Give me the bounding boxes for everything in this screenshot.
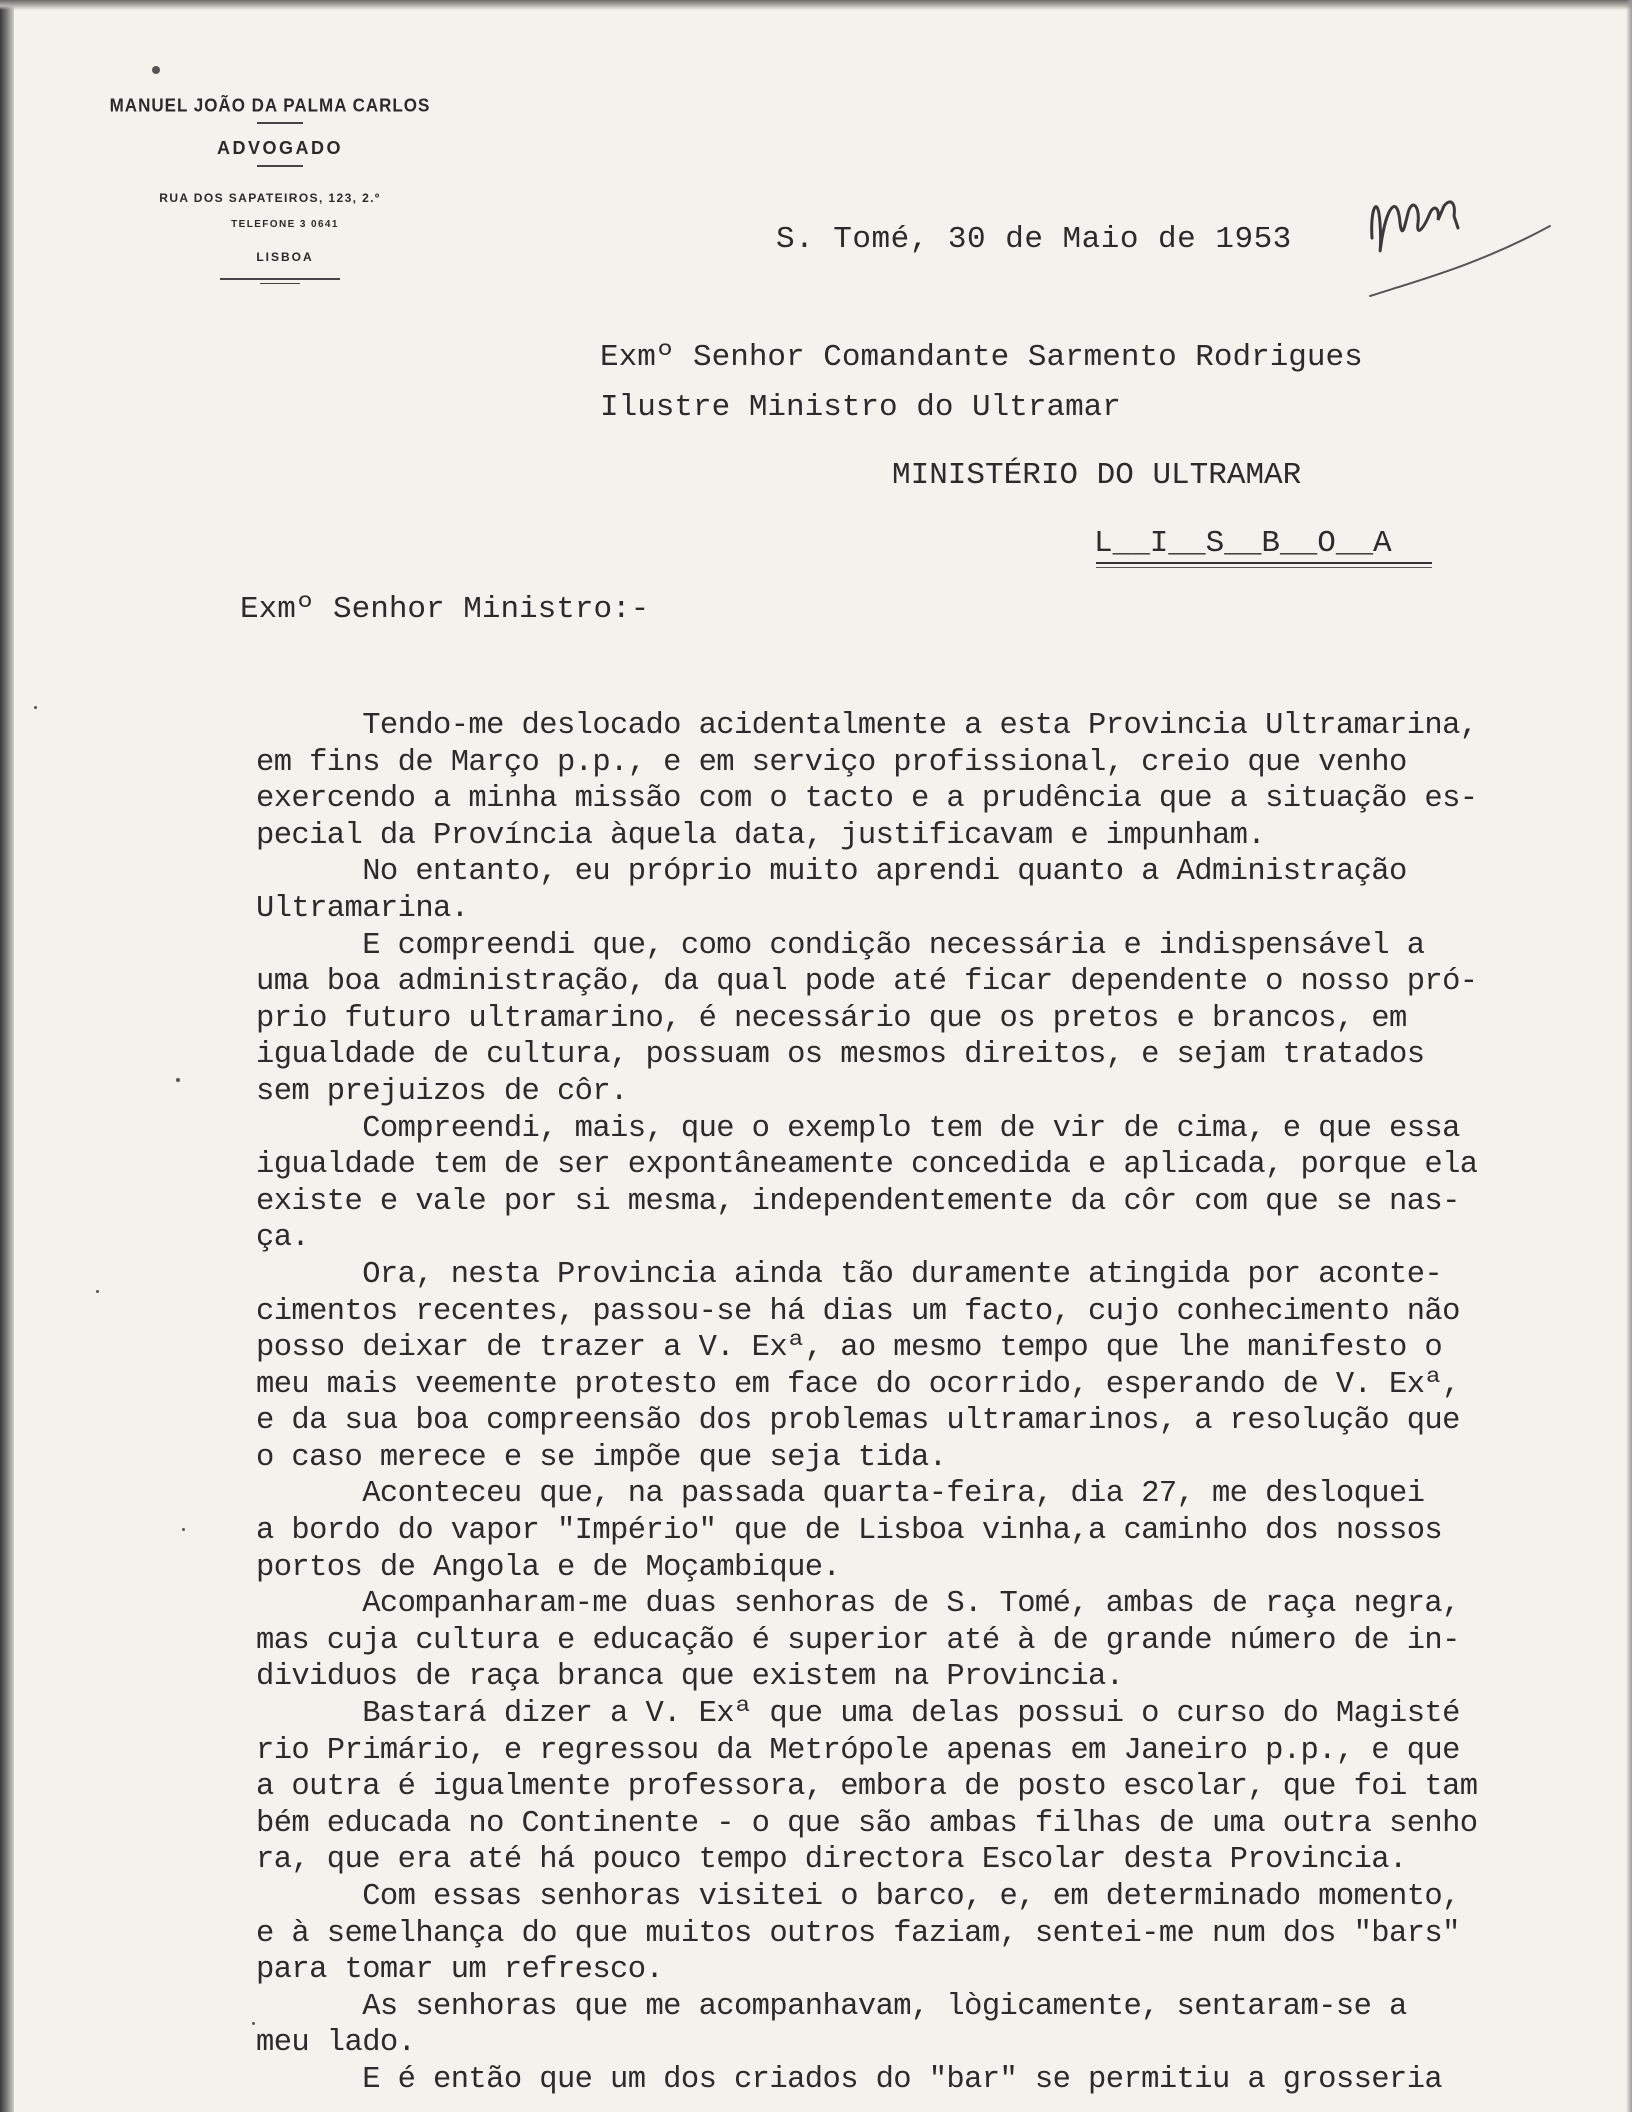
letterhead-address: RUA DOS SAPATEIROS, 123, 2.º xyxy=(159,191,381,205)
body-line: Tendo-me deslocado acidentalmente a esta Provincia Ultramarina, xyxy=(256,709,1478,743)
letterhead xyxy=(60,96,500,284)
body-line: As senhoras que me acompanhavam, lògicamente, sentaram-se a xyxy=(256,1989,1407,2024)
scan-speck xyxy=(182,1528,185,1531)
scan-speck xyxy=(176,1078,180,1082)
scan-speck xyxy=(252,2022,255,2025)
body-line: E é então que um dos criados do "bar" se permitiu a grosseria xyxy=(256,2062,1443,2097)
body-line: e à semelhança do que muitos outros faziam, sentei-me num dos "bars" xyxy=(256,1916,1460,1951)
body-line: para tomar um refresco. xyxy=(256,1953,664,1988)
body-line: dividuos de raça branca que existem na Provincia. xyxy=(256,1660,1124,1695)
body-line: portos de Angola e de Moçambique. xyxy=(256,1550,841,1585)
body-line: uma boa administração, da qual pode até ficar dependente o nosso pró- xyxy=(256,965,1478,1000)
body-line: sem prejuizos de côr. xyxy=(256,1074,628,1109)
letterhead-rule-short xyxy=(260,283,300,284)
scan-edge-right xyxy=(1626,0,1632,2112)
letterhead-rule-long xyxy=(220,278,340,280)
scan-edge-top xyxy=(0,0,1632,10)
body-line: prio futuro ultramarino, é necessário que os pretos e brancos, em xyxy=(256,1001,1407,1036)
body-line: existe e vale por si mesma, independentemente da côr com que se nas- xyxy=(256,1184,1460,1219)
body-line: exercendo a minha missão com o tacto e a prudência que a situação es- xyxy=(256,782,1478,817)
body-line: pecial da Província àquela data, justificavam e impunham. xyxy=(256,818,1266,853)
salutation: Exmº Senhor Ministro:- xyxy=(240,592,650,627)
body-line: Bastará dizer a V. Exª que uma delas possui o curso do Magisté xyxy=(256,1697,1460,1732)
addressee-line-3: MINISTÉRIO DO ULTRAMAR xyxy=(892,458,1302,493)
body-line: posso deixar de trazer a V. Exª, ao mesmo tempo que lhe manifesto o xyxy=(256,1331,1443,1366)
addressee-line-2: Ilustre Ministro do Ultramar xyxy=(600,390,1121,425)
addressee-city: L__I__S__B__O__A xyxy=(1094,526,1392,561)
body-line: igualdade tem de ser expontâneamente concedida e aplicada, porque ela xyxy=(256,1148,1478,1183)
body-line: Compreendi, mais, que o exemplo tem de vir de cima, e que essa xyxy=(256,1111,1460,1146)
scan-speck xyxy=(34,706,37,709)
letterhead-phone: TELEFONE 3 0641 xyxy=(231,219,339,230)
scan-edge-left xyxy=(0,0,14,2112)
body-line: meu lado. xyxy=(256,2026,416,2061)
body-line: E compreendi que, como condição necessária e indispensável a xyxy=(256,928,1425,963)
body-line: a outra é igualmente professora, embora de posto escolar, que foi tam xyxy=(256,1770,1478,1805)
addressee-city-underline xyxy=(1096,567,1432,568)
body-line: Aconteceu que, na passada quarta-feira, dia 27, me desloquei xyxy=(256,1477,1425,1512)
body-line: mas cuja cultura e educação é superior até à de grande número de in- xyxy=(256,1623,1460,1658)
scan-speck xyxy=(152,66,160,74)
body-line: ça. xyxy=(256,1221,310,1256)
body-line: rio Primário, e regressou da Metrópole apenas em Janeiro p.p., e que xyxy=(256,1733,1460,1768)
body-line: e da sua boa compreensão dos problemas ultramarinos, a resolução que xyxy=(256,1404,1460,1439)
addressee-line-1: Exmº Senhor Comandante Sarmento Rodrigues xyxy=(600,340,1363,375)
body-line: Ultramarina. xyxy=(256,891,469,926)
body-line: meu mais veemente protesto em face do ocorrido, esperando de V. Exª, xyxy=(256,1367,1460,1402)
body-line: a bordo do vapor "Império" que de Lisboa vinha,a caminho dos nossos xyxy=(256,1514,1443,1549)
body-line: Acompanharam-me duas senhoras de S. Tomé, ambas de raça negra, xyxy=(256,1587,1460,1622)
date-line: S. Tomé, 30 de Maio de 1953 xyxy=(776,222,1292,257)
addressee-city-underline xyxy=(1096,562,1432,564)
letterhead-rule xyxy=(257,165,303,167)
body-line: cimentos recentes, passou-se há dias um facto, cujo conhecimento não xyxy=(256,1294,1460,1329)
letter-body xyxy=(256,708,1626,2099)
body-line: ra, que era até há pouco tempo directora Escolar desta Provincia. xyxy=(256,1843,1407,1878)
body-line: No entanto, eu próprio muito aprendi quanto a Administração xyxy=(256,855,1407,890)
letterhead-city: LISBOA xyxy=(256,250,314,264)
handwritten-signature xyxy=(1360,168,1560,308)
body-line: igualdade de cultura, possuam os mesmos direitos, e sejam tratados xyxy=(256,1038,1425,1073)
body-line: em fins de Março p.p., e em serviço profissional, creio que venho xyxy=(256,745,1407,780)
letterhead-title: ADVOGADO xyxy=(216,138,343,158)
body-line: Ora, nesta Provincia ainda tão duramente atingida por aconte- xyxy=(256,1257,1443,1292)
body-line: bém educada no Continente - o que são ambas filhas de uma outra senho xyxy=(256,1806,1478,1841)
letterhead-rule xyxy=(257,122,303,124)
letterhead-name: MANUEL JOÃO DA PALMA CARLOS xyxy=(109,95,431,116)
scan-speck xyxy=(96,1290,99,1293)
body-line: o caso merece e se impõe que seja tida. xyxy=(256,1440,947,1475)
body-line: Com essas senhoras visitei o barco, e, em determinado momento, xyxy=(256,1880,1460,1914)
